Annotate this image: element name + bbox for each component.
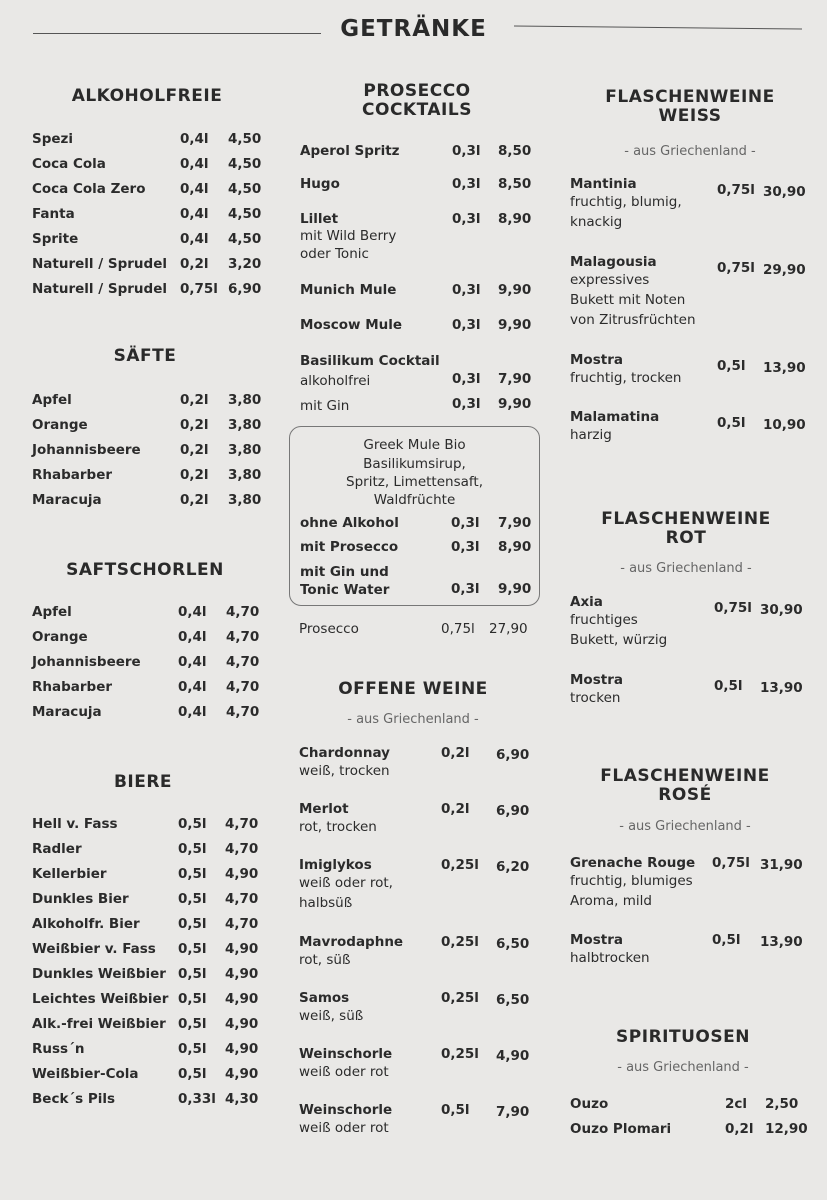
list-item <box>32 442 272 467</box>
list-item <box>32 1016 272 1041</box>
item-volume: 0,4l <box>180 156 209 172</box>
item-volume: 0,5l <box>717 358 746 374</box>
item-price: 8,90 <box>498 539 532 555</box>
item-volume: 0,5l <box>717 415 746 431</box>
item-name: Mostra <box>570 672 623 688</box>
list-item <box>32 467 272 492</box>
origin-note: - aus Griechenland - <box>619 819 751 834</box>
item-price: 3,80 <box>228 392 262 408</box>
item-price: 6,50 <box>496 936 530 952</box>
item-name: Dunkles Weißbier <box>32 966 166 982</box>
item-description: knackig <box>570 214 623 230</box>
item-price: 8,50 <box>498 176 532 192</box>
list-item <box>32 1041 272 1066</box>
item-volume: 0,5l <box>441 1102 470 1118</box>
heading-line: ROT <box>665 528 707 548</box>
list-item <box>32 131 272 156</box>
item-description: halbsüß <box>299 895 353 911</box>
item-volume: 0,5l <box>178 916 207 932</box>
item-volume: 0,3l <box>452 176 481 192</box>
item-volume: 0,75l <box>717 182 755 198</box>
list-item <box>32 281 272 306</box>
item-name: Weinschorle <box>299 1102 393 1118</box>
item-volume: 0,75l <box>180 281 218 297</box>
item-description: mit Wild Berry <box>300 228 397 244</box>
item-price: 4,90 <box>225 991 259 1007</box>
item-volume: 0,75l <box>717 260 755 276</box>
item-volume: 0,3l <box>452 143 481 159</box>
list-item-prosecco <box>299 621 539 637</box>
list-item <box>570 932 810 968</box>
section-heading-offene-weine: OFFENE WEINE <box>338 679 488 699</box>
item-volume: 0,4l <box>180 131 209 147</box>
item-volume: 0,4l <box>178 604 207 620</box>
section-heading-prosecco <box>300 82 534 120</box>
list-item <box>32 966 272 991</box>
item-name: Merlot <box>299 801 349 817</box>
list-item <box>300 371 540 391</box>
list-item <box>570 594 810 650</box>
item-price: 4,70 <box>226 654 260 670</box>
section-heading-weiss <box>570 88 810 126</box>
list-item <box>299 857 539 913</box>
list-item <box>299 801 539 837</box>
item-price: 4,70 <box>225 841 259 857</box>
origin-note: - aus Griechenland - <box>620 561 752 576</box>
item-description: mit Gin <box>300 398 350 414</box>
item-volume: 0,75l <box>441 621 475 637</box>
item-price: 31,90 <box>760 857 803 873</box>
item-price: 4,70 <box>226 629 260 645</box>
item-price: 4,50 <box>228 231 262 247</box>
item-price: 4,70 <box>225 891 259 907</box>
list-item <box>570 1121 810 1146</box>
list-item <box>32 816 272 841</box>
item-name: Mostra <box>570 932 623 948</box>
item-volume: 0,2l <box>441 801 470 817</box>
item-description: fruchtig, blumig, <box>570 194 682 210</box>
item-description: trocken <box>570 690 621 706</box>
item-description: weiß, süß <box>299 1008 364 1024</box>
item-name: Maracuja <box>32 704 102 720</box>
list-item <box>32 891 272 916</box>
list-saftschorlen <box>32 604 272 729</box>
item-volume: 0,2l <box>180 467 209 483</box>
item-description: harzig <box>570 427 612 443</box>
item-name: Rhabarber <box>32 467 113 483</box>
list-item <box>32 1066 272 1091</box>
item-volume: 2cl <box>725 1096 748 1112</box>
item-volume: 0,5l <box>712 932 741 948</box>
item-volume: 0,5l <box>178 1066 207 1082</box>
list-item <box>32 916 272 941</box>
item-volume: 0,3l <box>452 371 481 387</box>
section-heading-rose <box>570 767 800 805</box>
list-item <box>32 256 272 281</box>
item-volume: 0,5l <box>178 991 207 1007</box>
item-price: 6,20 <box>496 859 530 875</box>
item-name: Coca Cola <box>32 156 106 172</box>
item-price: 4,90 <box>225 966 259 982</box>
item-name: Dunkles Bier <box>32 891 129 907</box>
list-item <box>32 991 272 1016</box>
item-price: 4,90 <box>225 941 259 957</box>
item-name: Russ´n <box>32 1041 85 1057</box>
item-name: ohne Alkohol <box>300 515 399 531</box>
list-item <box>570 855 810 911</box>
item-volume: 0,25l <box>441 1046 479 1062</box>
item-price: 7,90 <box>498 371 532 387</box>
item-name: Malagousia <box>570 254 657 270</box>
item-name: Radler <box>32 841 82 857</box>
item-volume: 0,4l <box>180 181 209 197</box>
item-price: 6,90 <box>496 803 530 819</box>
list-item <box>32 231 272 256</box>
list-item <box>32 206 272 231</box>
item-name: Mavrodaphne <box>299 934 404 950</box>
list-item <box>32 392 272 417</box>
list-item <box>570 1096 810 1121</box>
item-name: Grenache Rouge <box>570 855 696 871</box>
item-name: Munich Mule <box>300 282 397 298</box>
item-price: 3,80 <box>228 492 262 508</box>
item-price: 13,90 <box>763 360 806 376</box>
item-price: 4,30 <box>225 1091 259 1107</box>
item-price: 4,70 <box>226 679 260 695</box>
list-item <box>32 492 272 517</box>
item-price: 8,90 <box>498 211 532 227</box>
item-volume: 0,5l <box>178 1016 207 1032</box>
list-item <box>300 515 530 531</box>
item-volume: 0,2l <box>180 492 209 508</box>
greek-mule-box <box>289 426 540 606</box>
item-volume: 0,4l <box>178 704 207 720</box>
item-volume: 0,3l <box>451 515 480 531</box>
item-name: Lillet <box>300 211 339 227</box>
item-volume: 0,5l <box>178 891 207 907</box>
item-price: 4,90 <box>496 1048 530 1064</box>
item-volume: 0,5l <box>178 866 207 882</box>
list-item <box>300 282 540 298</box>
heading-line: FLASCHENWEINE <box>605 87 775 107</box>
list-biere <box>32 816 272 1116</box>
item-price: 12,90 <box>765 1121 808 1137</box>
list-item <box>299 745 539 781</box>
item-volume: 0,5l <box>178 1041 207 1057</box>
origin-note: - aus Griechenland - <box>347 712 479 727</box>
item-description: von Zitrusfrüchten <box>570 312 696 328</box>
list-item <box>300 396 540 416</box>
item-price: 13,90 <box>760 934 803 950</box>
item-name: Malamatina <box>570 409 660 425</box>
item-description: halbtrocken <box>570 950 650 966</box>
item-name: Fanta <box>32 206 75 222</box>
list-alkoholfreie <box>32 131 272 306</box>
item-volume: 0,2l <box>441 745 470 761</box>
item-description: weiß oder rot, <box>299 875 393 891</box>
item-name: Tonic Water <box>300 582 390 598</box>
list-item <box>570 672 810 708</box>
item-description: Bukett, würzig <box>570 632 668 648</box>
list-item <box>32 604 272 629</box>
item-description: weiß oder rot <box>299 1120 389 1136</box>
item-name: Spezi <box>32 131 74 147</box>
item-name: Axia <box>570 594 603 610</box>
item-description: alkoholfrei <box>300 373 371 389</box>
list-item <box>32 156 272 181</box>
section-heading-spirituosen: SPIRITUOSEN <box>616 1027 750 1047</box>
greek-mule-desc: Waldfrüchte <box>373 492 456 508</box>
item-name: Kellerbier <box>32 866 107 882</box>
list-item <box>300 317 540 333</box>
list-item <box>570 176 810 232</box>
list-item <box>300 143 540 159</box>
list-saefte <box>32 392 272 517</box>
list-item <box>299 990 539 1026</box>
item-description: weiß oder rot <box>299 1064 389 1080</box>
item-name: Johannisbeere <box>32 654 141 670</box>
heading-line: FLASCHENWEINE <box>601 509 771 529</box>
item-price: 4,70 <box>226 604 260 620</box>
greek-mule-title: Greek Mule Bio <box>363 437 466 453</box>
item-price: 4,70 <box>225 916 259 932</box>
item-name: Apfel <box>32 604 72 620</box>
item-price: 4,50 <box>228 131 262 147</box>
item-name: Naturell / Sprudel <box>32 256 167 272</box>
item-name: Prosecco <box>299 621 359 637</box>
item-price: 9,90 <box>498 282 532 298</box>
list-item <box>32 629 272 654</box>
list-item <box>300 176 540 192</box>
item-name: Hell v. Fass <box>32 816 118 832</box>
item-volume: 0,5l <box>178 966 207 982</box>
item-price: 6,50 <box>496 992 530 1008</box>
list-item <box>300 539 530 555</box>
item-price: 4,70 <box>225 816 259 832</box>
heading-line: FLASCHENWEINE <box>600 766 770 786</box>
origin-note: - aus Griechenland - <box>617 1060 749 1075</box>
item-name: Hugo <box>300 176 340 192</box>
item-name: mit Prosecco <box>300 539 399 555</box>
item-price: 29,90 <box>763 262 806 278</box>
item-name: Apfel <box>32 392 72 408</box>
item-name: Imiglykos <box>299 857 372 873</box>
list-item <box>32 841 272 866</box>
item-description: fruchtig, trocken <box>570 370 682 386</box>
item-price: 13,90 <box>760 680 803 696</box>
heading-line: PROSECCO <box>363 81 471 101</box>
item-price: 7,90 <box>498 515 532 531</box>
title-rule-left <box>33 33 321 34</box>
item-volume: 0,2l <box>180 417 209 433</box>
item-description: Bukett mit Noten <box>570 292 686 308</box>
section-heading-alkoholfreie: ALKOHOLFREIE <box>71 86 223 106</box>
item-name: Maracuja <box>32 492 102 508</box>
item-price: 27,90 <box>489 621 528 637</box>
item-name: Weißbier v. Fass <box>32 941 156 957</box>
item-name: Basilikum Cocktail <box>300 353 440 369</box>
item-volume: 0,4l <box>180 206 209 222</box>
greek-mule-desc: Basilikumsirup, <box>363 456 466 472</box>
item-description: Aroma, mild <box>570 893 652 909</box>
item-price: 9,90 <box>498 581 532 597</box>
item-name: Alkoholfr. Bier <box>32 916 140 932</box>
list-item <box>32 941 272 966</box>
item-price: 2,50 <box>765 1096 799 1112</box>
item-description: rot, süß <box>299 952 351 968</box>
item-price: 3,80 <box>228 442 262 458</box>
list-item <box>32 654 272 679</box>
item-name: Naturell / Sprudel <box>32 281 167 297</box>
item-price: 3,20 <box>228 256 262 272</box>
item-name: Beck´s Pils <box>32 1091 116 1107</box>
section-heading-biere: BIERE <box>113 772 173 792</box>
list-item <box>32 1091 272 1116</box>
item-name: Orange <box>32 629 88 645</box>
item-volume: 0,4l <box>180 231 209 247</box>
item-price: 4,90 <box>225 1016 259 1032</box>
list-item <box>32 181 272 206</box>
greek-mule-desc: Spritz, Limettensaft, <box>346 474 483 490</box>
item-volume: 0,2l <box>180 256 209 272</box>
heading-line: WEISS <box>658 106 722 126</box>
list-item <box>299 1102 539 1138</box>
item-price: 10,90 <box>763 417 806 433</box>
item-name: Samos <box>299 990 350 1006</box>
item-volume: 0,3l <box>451 581 480 597</box>
item-price: 30,90 <box>760 602 803 618</box>
item-name: Coca Cola Zero <box>32 181 146 197</box>
item-name: Johannisbeere <box>32 442 141 458</box>
item-name: Sprite <box>32 231 79 247</box>
item-volume: 0,2l <box>725 1121 754 1137</box>
item-price: 4,50 <box>228 156 262 172</box>
item-price: 6,90 <box>496 747 530 763</box>
list-item <box>32 866 272 891</box>
item-volume: 0,75l <box>712 855 750 871</box>
list-item <box>300 211 540 263</box>
item-volume: 0,5l <box>178 816 207 832</box>
list-spirituosen <box>570 1096 810 1146</box>
list-item <box>32 704 272 729</box>
heading-line: COCKTAILS <box>362 100 472 120</box>
list-item-basilikum <box>300 353 540 369</box>
item-name: Chardonnay <box>299 745 390 761</box>
origin-note: - aus Griechenland - <box>624 144 756 159</box>
item-volume: 0,4l <box>178 654 207 670</box>
section-heading-rot <box>570 510 802 548</box>
item-price: 9,90 <box>498 317 532 333</box>
item-description: oder Tonic <box>300 246 369 262</box>
item-name: Moscow Mule <box>300 317 403 333</box>
item-description: fruchtig, blumiges <box>570 873 693 889</box>
item-price: 4,50 <box>228 181 262 197</box>
heading-line: ROSÉ <box>658 785 712 805</box>
item-price: 3,80 <box>228 417 262 433</box>
item-volume: 0,25l <box>441 857 479 873</box>
item-description: rot, trocken <box>299 819 377 835</box>
item-description: expressives <box>570 272 650 288</box>
item-volume: 0,33l <box>178 1091 216 1107</box>
item-volume: 0,2l <box>180 442 209 458</box>
list-item <box>299 934 539 970</box>
item-price: 7,90 <box>496 1104 530 1120</box>
item-price: 8,50 <box>498 143 532 159</box>
item-volume: 0,25l <box>441 934 479 950</box>
item-price: 30,90 <box>763 184 806 200</box>
item-price: 4,90 <box>225 1041 259 1057</box>
item-volume: 0,3l <box>452 282 481 298</box>
item-price: 3,80 <box>228 467 262 483</box>
item-name: Mostra <box>570 352 623 368</box>
item-name: Ouzo <box>570 1096 609 1112</box>
item-volume: 0,2l <box>180 392 209 408</box>
item-name: Alk.-frei Weißbier <box>32 1016 166 1032</box>
item-description: fruchtiges <box>570 612 638 628</box>
list-item <box>570 409 810 445</box>
list-item <box>300 563 530 599</box>
item-name: Orange <box>32 417 88 433</box>
item-volume: 0,3l <box>451 539 480 555</box>
item-volume: 0,3l <box>452 396 481 412</box>
section-heading-saftschorlen: SAFTSCHORLEN <box>66 560 224 580</box>
item-price: 9,90 <box>498 396 532 412</box>
item-price: 4,50 <box>228 206 262 222</box>
list-item <box>32 417 272 442</box>
page-title: GETRÄNKE <box>340 16 487 42</box>
item-price: 4,90 <box>225 1066 259 1082</box>
item-name: Mantinia <box>570 176 637 192</box>
section-heading-saefte: SÄFTE <box>113 346 177 366</box>
list-item <box>570 254 810 330</box>
item-price: 6,90 <box>228 281 262 297</box>
item-name: Weißbier-Cola <box>32 1066 139 1082</box>
item-name: mit Gin und <box>300 564 389 580</box>
item-volume: 0,3l <box>452 317 481 333</box>
item-volume: 0,5l <box>714 678 743 694</box>
item-volume: 0,4l <box>178 679 207 695</box>
item-name: Aperol Spritz <box>300 143 400 159</box>
item-volume: 0,5l <box>178 941 207 957</box>
item-volume: 0,3l <box>452 211 481 227</box>
list-item <box>299 1046 539 1082</box>
item-volume: 0,4l <box>178 629 207 645</box>
item-description: weiß, trocken <box>299 763 390 779</box>
list-item <box>570 352 810 388</box>
list-item <box>32 679 272 704</box>
item-name: Rhabarber <box>32 679 113 695</box>
item-name: Ouzo Plomari <box>570 1121 672 1137</box>
item-price: 4,70 <box>226 704 260 720</box>
item-name: Weinschorle <box>299 1046 393 1062</box>
item-volume: 0,5l <box>178 841 207 857</box>
item-name: Leichtes Weißbier <box>32 991 169 1007</box>
item-price: 4,90 <box>225 866 259 882</box>
item-volume: 0,25l <box>441 990 479 1006</box>
item-volume: 0,75l <box>714 600 752 616</box>
